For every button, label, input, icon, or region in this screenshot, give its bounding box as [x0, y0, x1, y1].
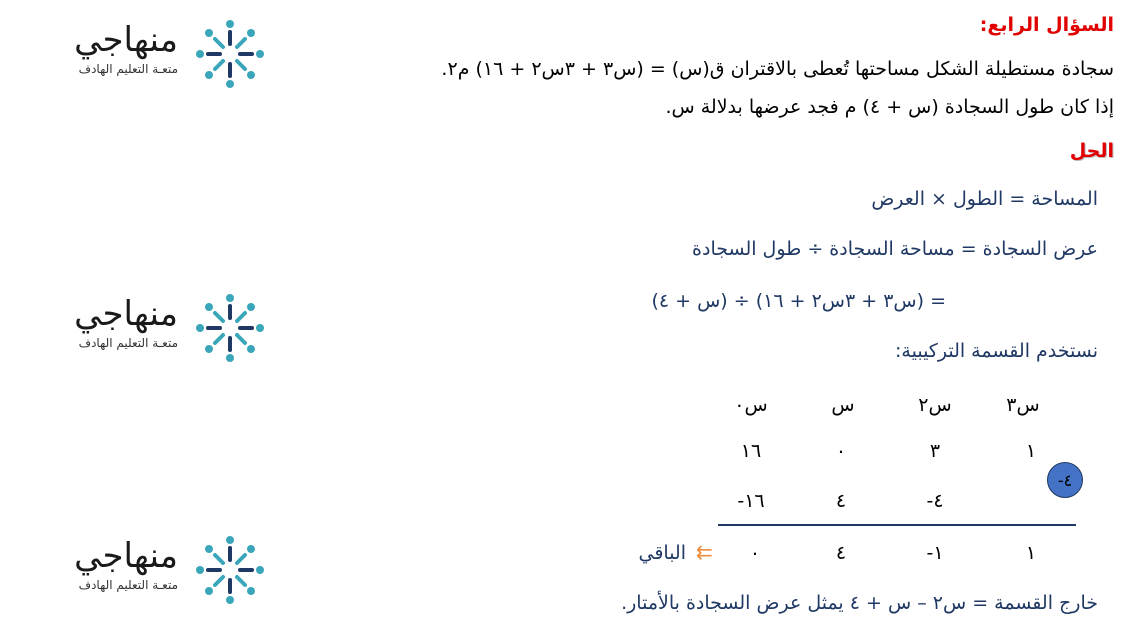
- division-row1-cell: ١٦: [740, 440, 762, 462]
- division-row1-cell: ٠: [835, 440, 847, 462]
- solution-step-1: المساحة = الطول × العرض: [871, 188, 1098, 210]
- division-row2-cell: -٤: [926, 490, 944, 512]
- logo-tagline: متعـة التعليم الهادف: [78, 578, 178, 592]
- division-header: س٠: [734, 394, 768, 416]
- division-row1-cell: ١: [1025, 440, 1037, 462]
- divisor-circle: -٤: [1047, 462, 1083, 498]
- logo-name: منهاجي: [74, 20, 178, 60]
- division-row3-cell: ٤: [835, 542, 847, 564]
- logo-name: منهاجي: [74, 294, 178, 334]
- division-row3-cell: -١: [926, 542, 944, 564]
- solution-title: الحل: [1069, 140, 1114, 162]
- division-row1-cell: ٣: [929, 440, 941, 462]
- solution-step-2: عرض السجادة = مساحة السجادة ÷ طول السجادة: [692, 238, 1098, 260]
- logo-middle: [30, 288, 270, 368]
- division-row2-cell: ٤: [835, 490, 847, 512]
- snowflake-logo-icon: [190, 288, 270, 368]
- snowflake-logo-icon: [190, 530, 270, 610]
- solution-step-4: نستخدم القسمة التركيبية:: [895, 340, 1098, 362]
- logo-top: [30, 14, 270, 94]
- logo-name: منهاجي: [74, 536, 178, 576]
- division-row3-cell: ١: [1025, 542, 1037, 564]
- division-line: [718, 524, 1076, 526]
- solution-conclusion: خارج القسمة = س٢ – س + ٤ يمثل عرض السجادة بالأمتار.: [621, 592, 1098, 614]
- logo-tagline: متعـة التعليم الهادف: [78, 336, 178, 350]
- division-header: س٢: [918, 394, 952, 416]
- question-line-1: سجادة مستطيلة الشكل مساحتها تُعطى بالاقتران ق(س) = (س٣ + ٣س٢ + ١٦) م٢.: [441, 58, 1114, 80]
- logo-bottom: [30, 530, 270, 610]
- division-header: س٣: [1006, 394, 1040, 416]
- logo-tagline: متعـة التعليم الهادف: [78, 62, 178, 76]
- question-title: السؤال الرابع:: [979, 14, 1114, 36]
- remainder-label: الباقي: [638, 542, 686, 564]
- division-row2-cell: -١٦: [737, 490, 765, 512]
- snowflake-logo-icon: [190, 14, 270, 94]
- division-row3-cell: ٠: [749, 542, 761, 564]
- division-header: س: [831, 394, 855, 416]
- solution-step-3: = (س٣ + ٣س٢ + ١٦) ÷ (س + ٤): [651, 290, 946, 312]
- double-arrow-left-icon: ⇇: [696, 540, 713, 564]
- question-line-2: إذا كان طول السجادة (س + ٤) م فجد عرضها بدلالة س.: [665, 96, 1114, 118]
